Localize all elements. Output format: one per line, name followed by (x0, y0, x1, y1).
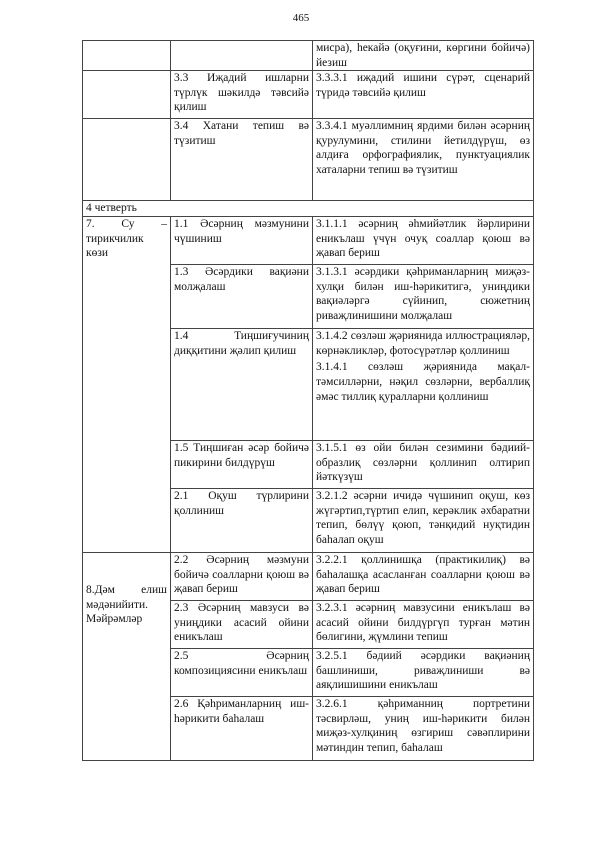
goal-cell: 3.1.5.1 өз ойи билән сезимини бәдиий- образлиқ сөзләрни қоллинип олтирип йәткүзүш (313, 441, 534, 489)
objective-cell: 1.4 Тиңшиғучиниң диққитини җәлип қилиш (171, 329, 313, 441)
objective-cell: 1.3 Әсәрдики вақиәни молҗалаш (171, 265, 313, 329)
goal-cell: 3.2.6.1 қәһриманниң портретини тәсвирләш, униң иш-һәрикити билән миҗәз-хулқиниң өзгириш сәвәплирини мәтиндин тепип, баһалаш (313, 697, 534, 761)
goal-cell: мисра), һекайә (оқуғини, көргини бойичә) йезиш (313, 41, 534, 71)
goal-cell: 3.3.4.1 муәллимниң ярдими билән әсәрниң қурулумини, стилини йетилдүрүш, өз алдиға орфографиялик, пунктуациялик хаталарни тепиш вә түзитиш (313, 119, 534, 201)
objective-cell: 2.1 Оқуш түрлирини қоллиниш (171, 489, 313, 553)
table-row (83, 119, 534, 201)
quarter-label: 4 четверть (83, 201, 534, 217)
objective-cell: 3.3 Иҗадий ишларни түрлүк шәкилдә тәвсийә қилиш (171, 71, 313, 119)
quarter-row (83, 201, 534, 217)
topic-cell (83, 71, 171, 119)
topic-cell (83, 119, 171, 201)
topic-cell: 8.Дәм елиш мәдәнийити. Мәйрәмләр (83, 553, 171, 761)
objective-cell: 3.4 Хатани тепиш вә түзитиш (171, 119, 313, 201)
table-row (83, 217, 534, 265)
goal-cell: 3.1.1.1 әсәрниң әһмийәтлик йәрлирини еникълаш үчүн очуқ соаллар қоюш вә җавап бериш (313, 217, 534, 265)
goal-cell: 3.2.2.1 қоллинишқа (практикилиқ) вә баһалашқа асасланған соалларни қоюш вә җавап бериш (313, 553, 534, 601)
topic-cell: 7. Су – тирикчилик көзи (83, 217, 171, 553)
table-row (83, 41, 534, 71)
goal-cell: 3.2.1.2 әсәрни ичидә чүшинип оқуш, көз жүгәртип,түртип елип, керәклик әхбаратни тепип, бөлүү қоюп, тәнқидий нуқтидин баһалап оқуш (313, 489, 534, 553)
table-row (83, 553, 534, 601)
goal-cell: 3.1.3.1 әсәрдики қәһриманларниң миҗәз-хулқи билән иш-һәрикитигә, униңдики вақиәләргә сүйинип, сюжетниң риваҗлинишини молҗалаш (313, 265, 534, 329)
goal-text: 3.1.4.2 сөзләш җәриянида иллюстрацияләр, көрнәкликләр, фотосүрәтләр қоллиниш (316, 330, 530, 357)
table-row (83, 71, 534, 119)
objective-cell (171, 41, 313, 71)
objective-cell: 1.1 Әсәрниң мәзмунини чүшиниш (171, 217, 313, 265)
curriculum-table (82, 40, 534, 761)
topic-cell (83, 41, 171, 71)
objective-cell: 2.6 Қәһриманларниң иш-һәрикити баһалаш (171, 697, 313, 761)
goal-cell: 3.2.3.1 әсәрниң мавзусини еникълаш вә асасий ойини билдүргүп турған мәтин бөлигини, җүмлини тепиш (313, 601, 534, 649)
goal-text: 3.1.4.1 сөзләш җәриянида мақал-тәмсилләрни, нәқил сөзләрни, вербаллиқ әмәс тиллиқ қуралларни қоллиниш (316, 361, 530, 403)
page-number: 465 (292, 12, 310, 24)
objective-cell: 1.5 Тиңшиған әсәр бойичә пикирини билдүрүш (171, 441, 313, 489)
objective-cell: 2.5 Әсәрниң композициясини еникълаш (171, 649, 313, 697)
objective-cell: 2.2 Әсәрниң мәзмуни бойичә соалларни қоюш вә җавап бериш (171, 553, 313, 601)
goal-cell (313, 329, 534, 441)
goal-cell: 3.3.3.1 иҗадий ишини сүрәт, сценарий түридә тәвсийә қилиш (313, 71, 534, 119)
objective-cell: 2.3 Әсәрниң мавзуси вә униңдики асасий ойини еникълаш (171, 601, 313, 649)
goal-cell: 3.2.5.1 бәдиий әсәрдики вақиәниң башлиниши, риваҗлиниши вә аяқлишишини еникълаш (313, 649, 534, 697)
